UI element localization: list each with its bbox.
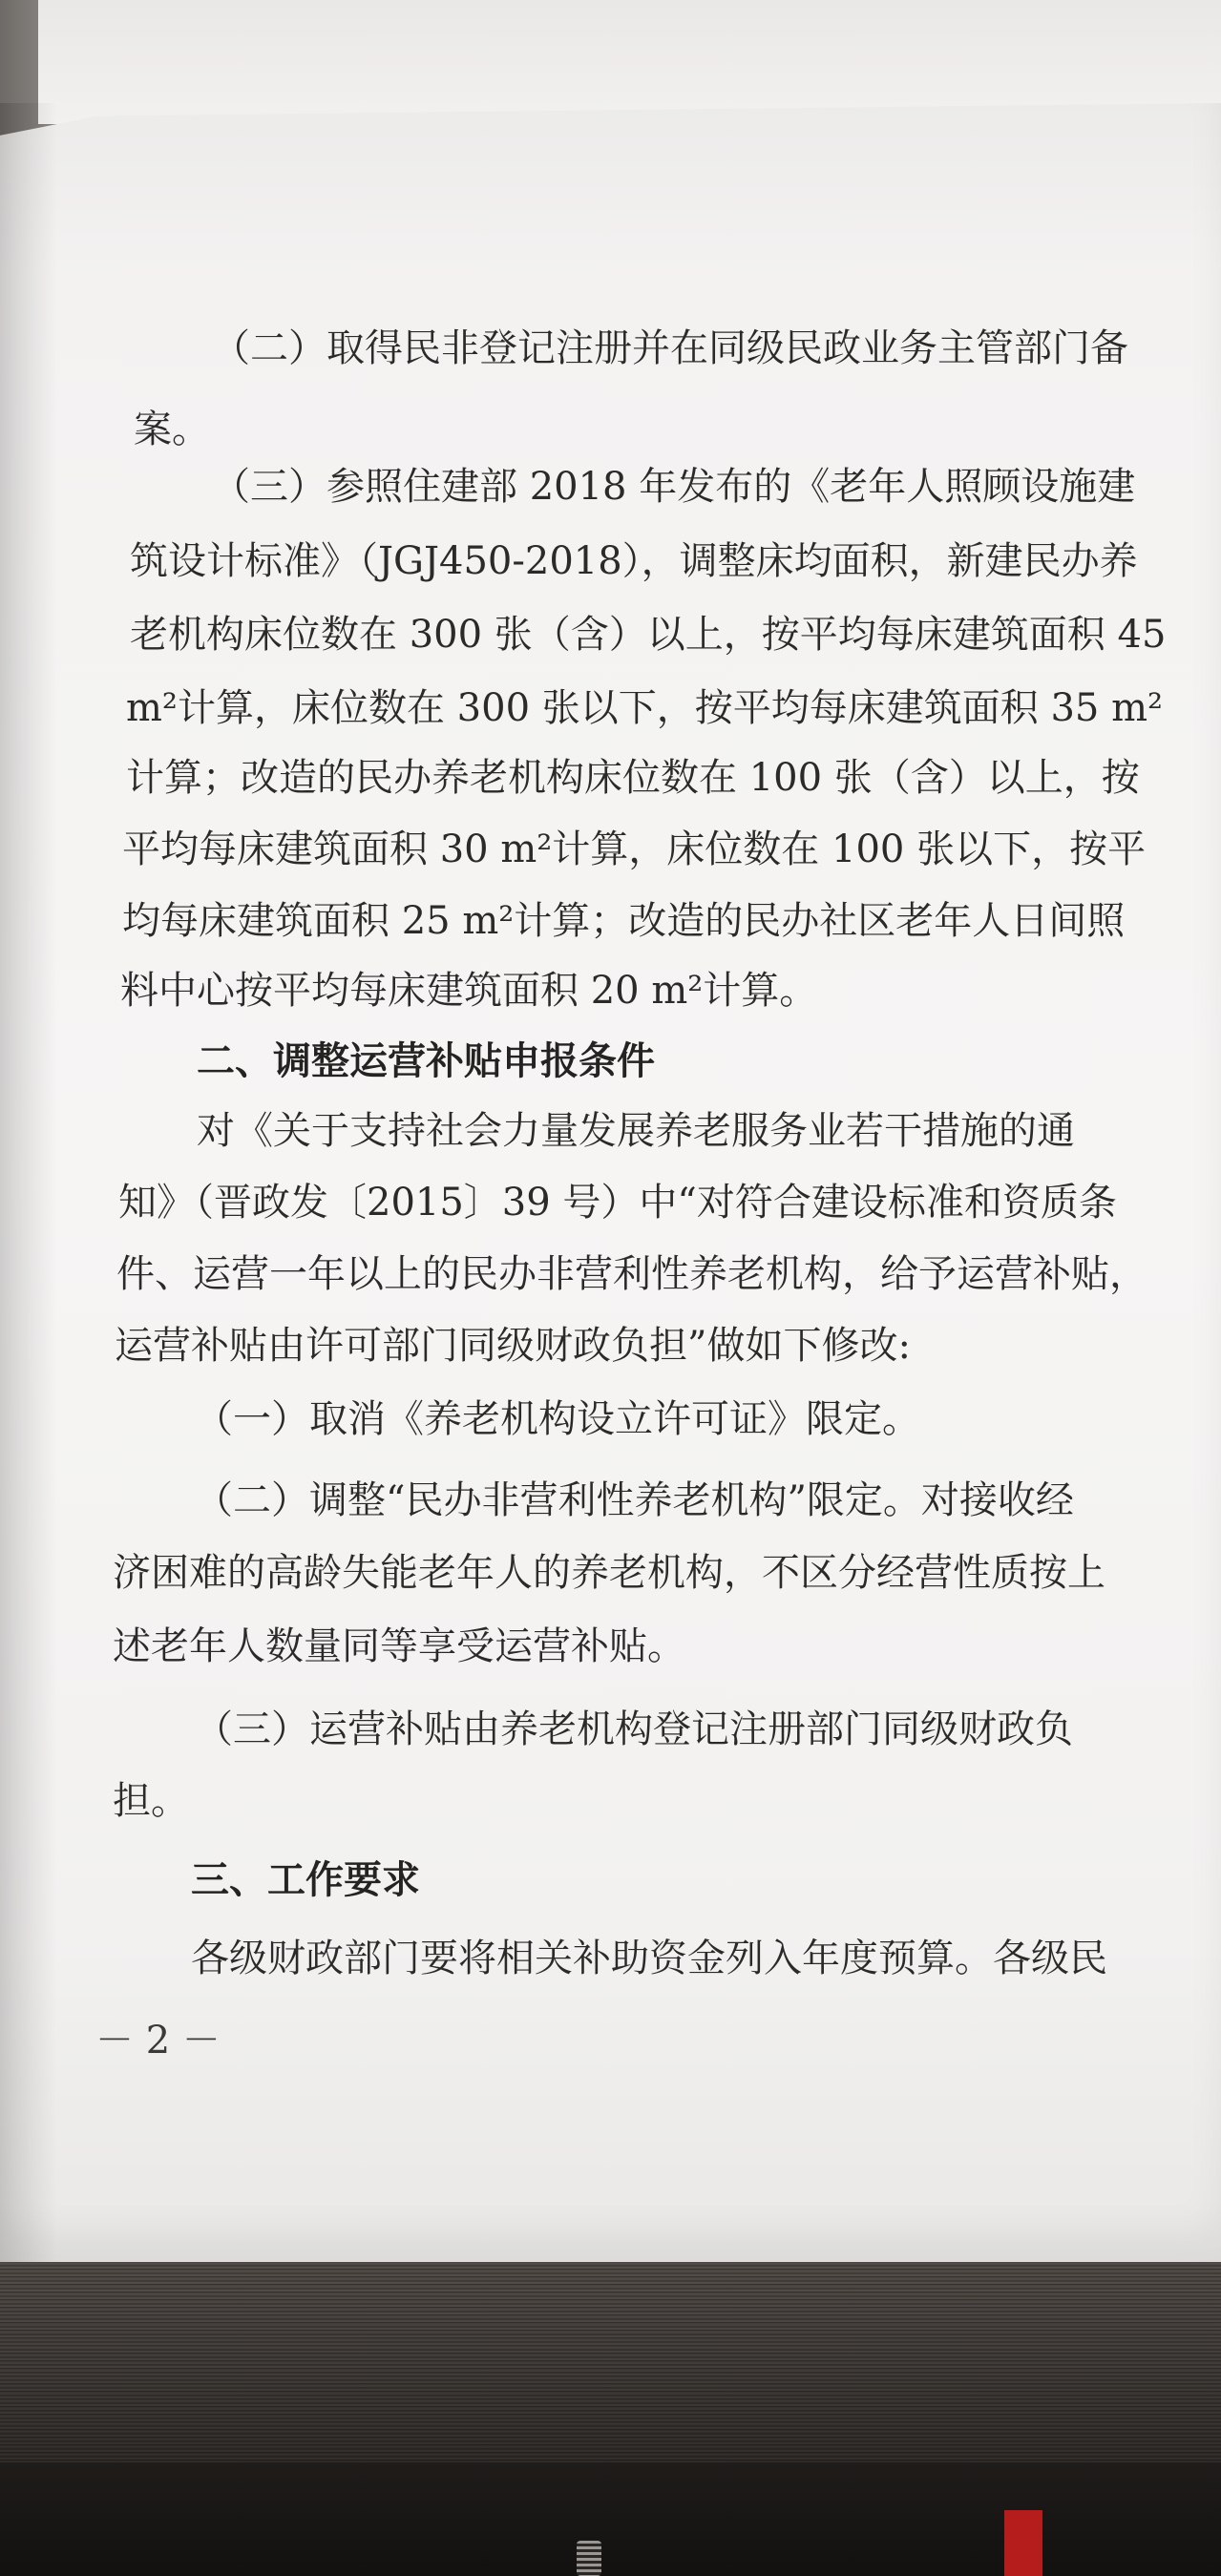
paragraph-line: 件、运营一年以上的民办非营利性养老机构，给予运营补贴， xyxy=(116,1252,1147,1296)
paragraph-line: 料中心按平均每床建筑面积 20 m²计算。 xyxy=(120,969,818,1013)
paragraph-line: 均每床建筑面积 25 m²计算；改造的民办社区老年人日间照 xyxy=(122,899,1126,943)
paragraph-line: 案。 xyxy=(134,408,210,451)
paragraph-line: 运营补贴由许可部门同级财政负担”做如下修改: xyxy=(115,1324,911,1368)
paragraph-line: 济困难的高龄失能老年人的养老机构，不区分经营性质按上 xyxy=(113,1551,1105,1595)
red-object xyxy=(1004,2510,1042,2576)
section-heading: 三、工作要求 xyxy=(191,1858,420,1902)
paragraph-line: 对《关于支持社会力量发展养老服务业若干措施的通 xyxy=(197,1109,1075,1153)
paragraph-line: 平均每床建筑面积 30 m²计算，床位数在 100 张以下，按平 xyxy=(122,827,1147,871)
paragraph-line: 担。 xyxy=(113,1779,189,1823)
paragraph-line: 知》（晋政发〔2015〕39 号）中“对符合建设标准和资质条 xyxy=(118,1181,1117,1225)
paragraph-line: （一）取消《养老机构设立许可证》限定。 xyxy=(195,1397,920,1441)
page-number: － 2 － xyxy=(95,2019,221,2063)
paragraph-line: 老机构床位数在 300 张（含）以上，按平均每床建筑面积 45 xyxy=(130,613,1167,657)
paragraph-line: 计算；改造的民办养老机构床位数在 100 张（含）以上，按 xyxy=(126,756,1140,800)
paragraph-line: （三）运营补贴由养老机构登记注册部门同级财政负 xyxy=(195,1707,1073,1751)
paragraph-line: （三）参照住建部 2018 年发布的《老年人照顾设施建 xyxy=(212,465,1136,509)
paragraph-line: 各级财政部门要将相关补助资金列入年度预算。各级民 xyxy=(191,1937,1107,1980)
spiral-binding xyxy=(577,2541,601,2576)
paragraph-line: 述老年人数量同等享受运营补贴。 xyxy=(113,1624,685,1668)
paragraph-line: （二）调整“民办非营利性养老机构”限定。对接收经 xyxy=(195,1478,1074,1522)
paragraph-line: m²计算，床位数在 300 张以下，按平均每床建筑面积 35 m² xyxy=(126,686,1164,730)
paper-stack-shadow xyxy=(0,2262,1221,2462)
paragraph-line: 筑设计标准》（JGJ450-2018），调整床均面积，新建民办养 xyxy=(130,539,1138,583)
section-heading: 二、调整运营补贴申报条件 xyxy=(197,1039,655,1083)
paragraph-line: （二）取得民非登记注册并在同级民政业务主管部门备 xyxy=(212,326,1128,370)
